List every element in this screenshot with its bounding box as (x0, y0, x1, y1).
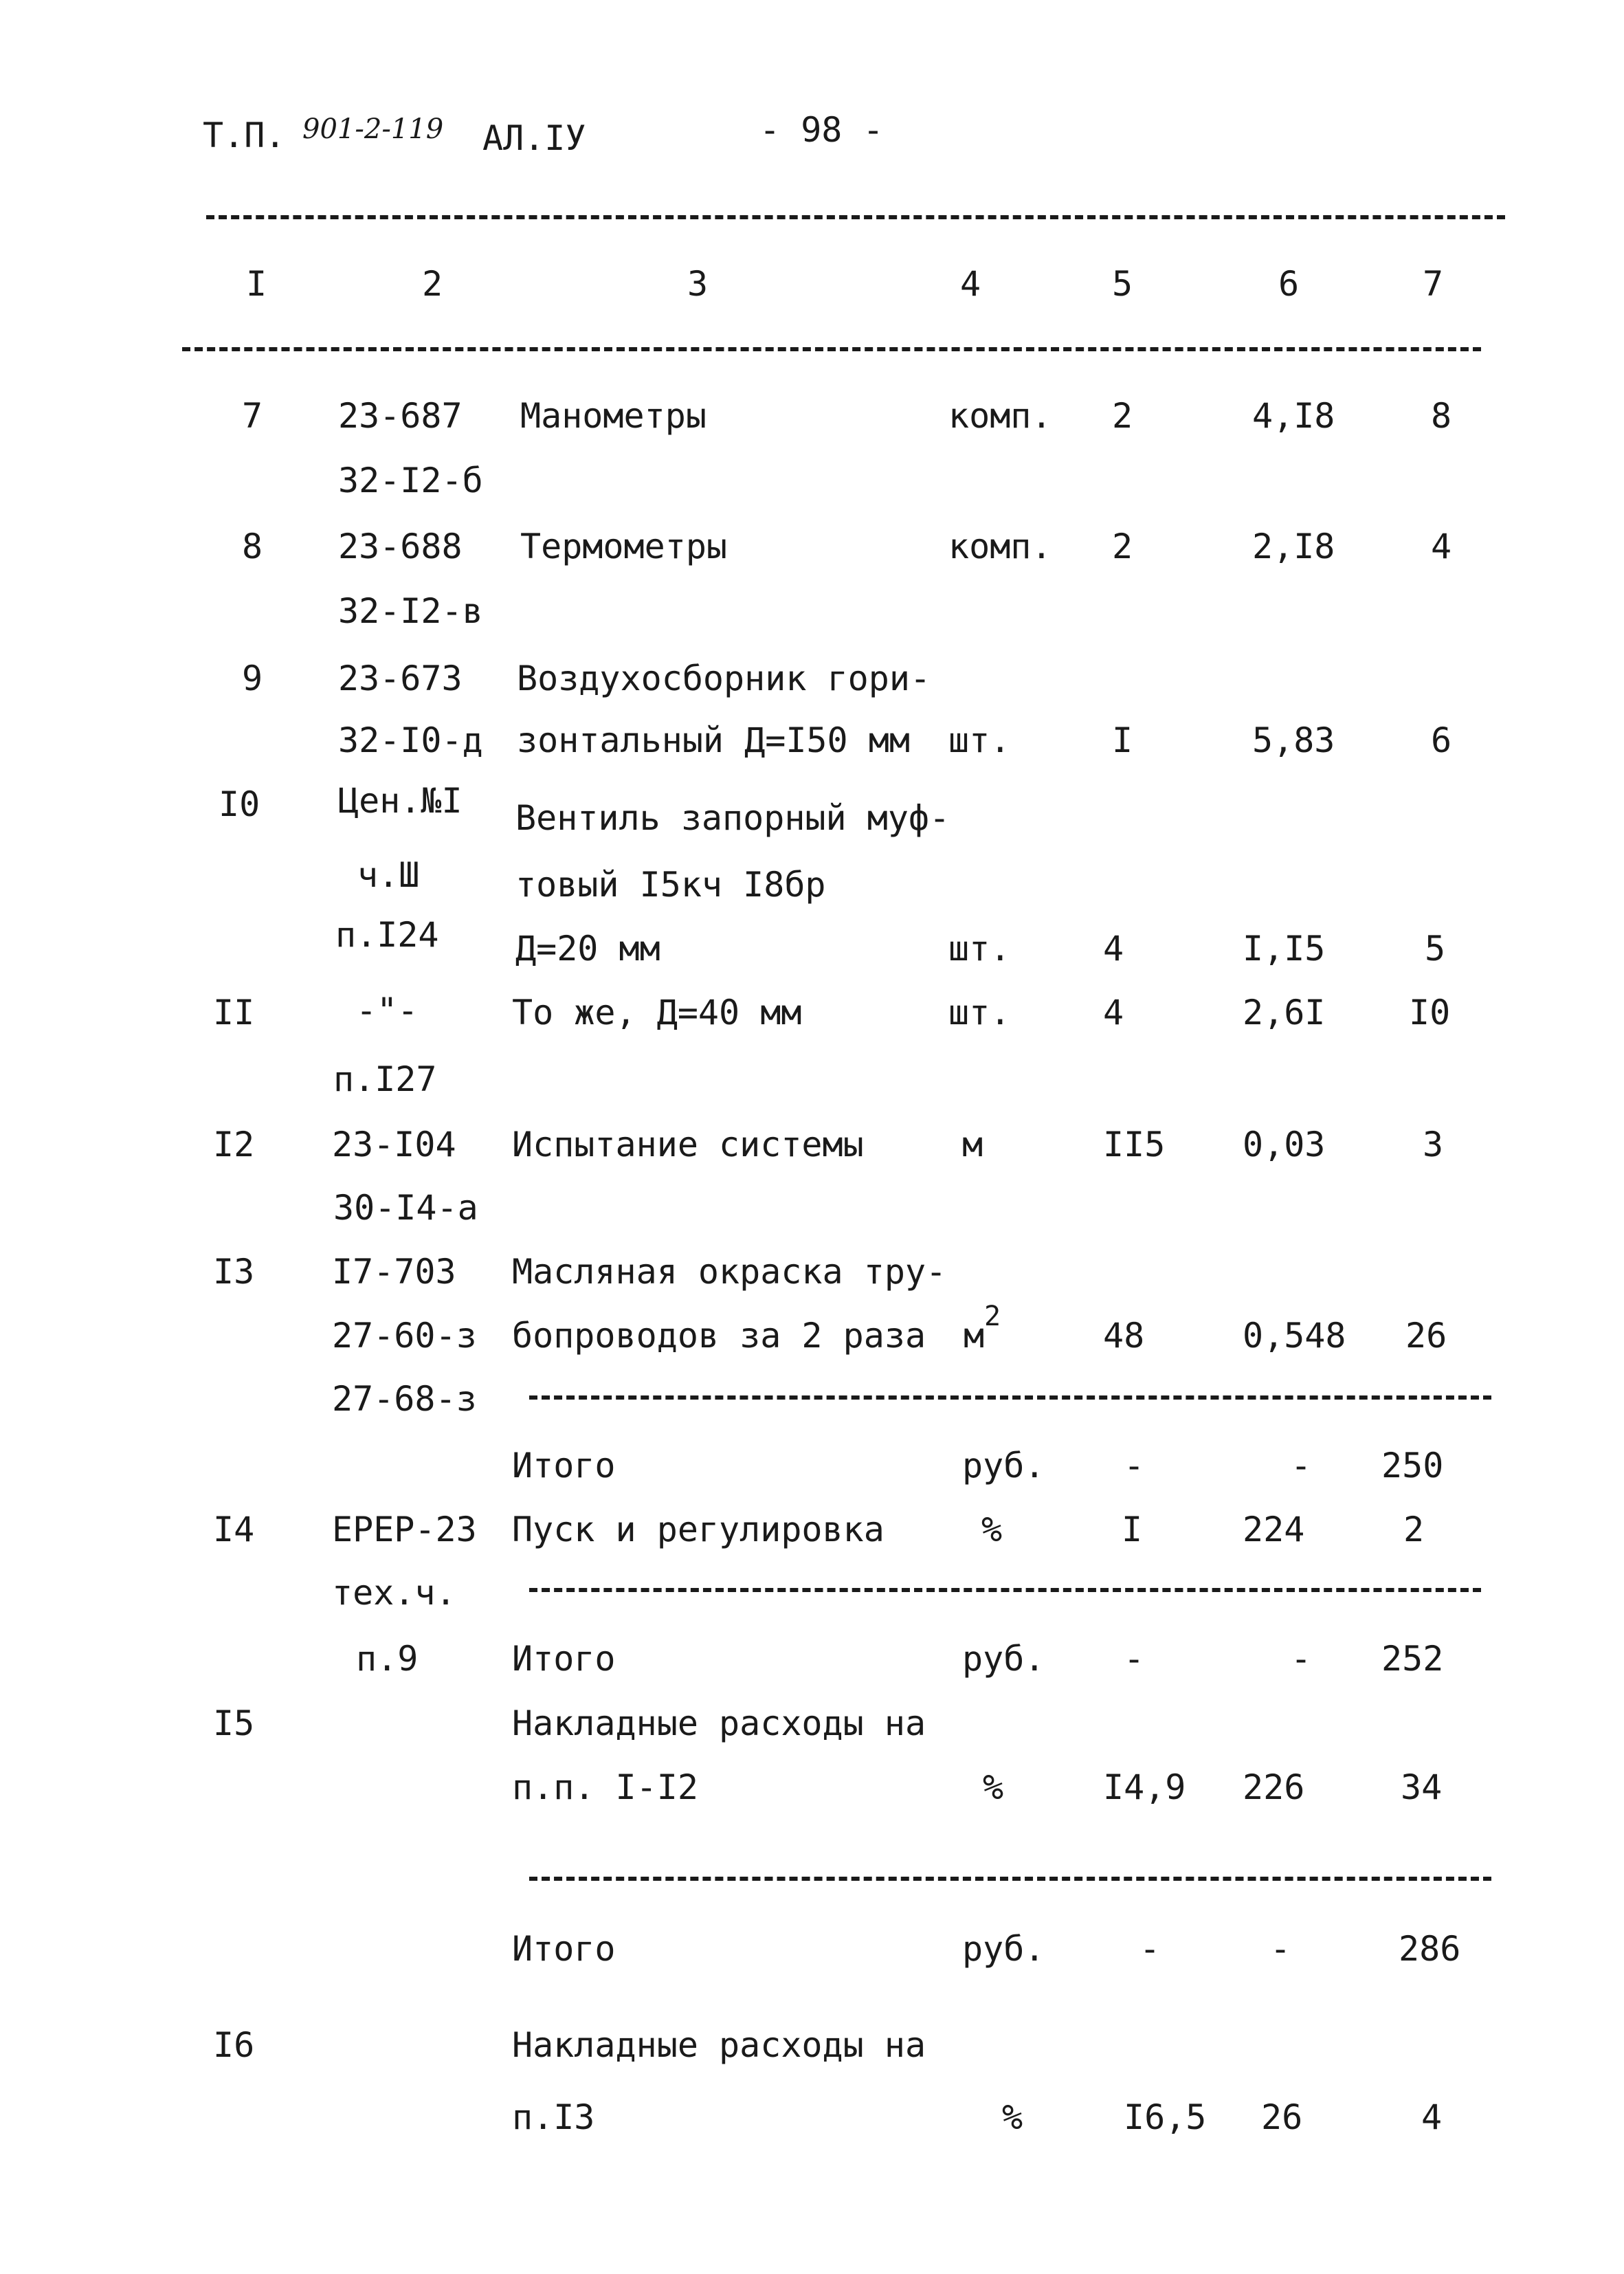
col-header-6: 6 (1278, 264, 1300, 304)
cell-code: 30-I4-а (333, 1188, 478, 1228)
col-header-2: 2 (422, 264, 443, 304)
cell-unit: шт. (948, 929, 1011, 969)
cell-price: - (1291, 1639, 1312, 1679)
cell-code: I7-703 (332, 1252, 456, 1292)
cell-unit: % (983, 1767, 1004, 1807)
cell-price: - (1291, 1446, 1312, 1486)
cell-qty: I4,9 (1103, 1767, 1186, 1807)
cell-unit: м (964, 1316, 985, 1356)
col-header-3: 3 (687, 264, 709, 304)
cell-name: Д=20 мм (515, 929, 660, 969)
cell-price: 5,83 (1252, 720, 1335, 760)
cell-unit: руб. (962, 1639, 1045, 1679)
cell-name: Манометры (520, 396, 707, 436)
cell-qty: 2 (1112, 396, 1133, 436)
cell-name: п.I3 (512, 2097, 595, 2137)
cell-code: п.I27 (333, 1059, 437, 1099)
page-number: - 98 - (759, 110, 884, 150)
cell-code: 23-688 (338, 527, 463, 566)
doc-code-suffix: АЛ.IУ (482, 118, 586, 158)
cell-total: 250 (1381, 1446, 1444, 1486)
cell-unit: комп. (948, 396, 1052, 436)
cell-total: 2 (1403, 1510, 1425, 1549)
cell-total: 34 (1401, 1767, 1443, 1807)
cell-name: Накладные расходы на (512, 2025, 926, 2065)
cell-name: Термометры (520, 527, 728, 566)
cell-total: 252 (1381, 1639, 1444, 1679)
cell-no: 7 (242, 396, 263, 436)
cell-total: 5 (1425, 929, 1446, 969)
cell-qty: I6,5 (1124, 2097, 1207, 2137)
rule-subtotal-1 (529, 1395, 1491, 1400)
cell-unit: шт. (948, 720, 1011, 760)
cell-total: I0 (1409, 993, 1451, 1033)
cell-price: 2,I8 (1252, 527, 1335, 566)
cell-no: I3 (213, 1252, 255, 1292)
cell-price: - (1270, 1929, 1291, 1969)
cell-total: 3 (1423, 1125, 1444, 1164)
cell-price: 226 (1243, 1767, 1305, 1807)
cell-name: Итого (512, 1639, 616, 1679)
cell-no: I5 (213, 1703, 255, 1743)
cell-price: 2,6I (1243, 993, 1326, 1033)
cell-unit: комп. (948, 527, 1052, 566)
col-header-4: 4 (960, 264, 981, 304)
cell-total: 26 (1405, 1316, 1447, 1356)
cell-name: Итого (512, 1446, 616, 1486)
cell-price: 26 (1261, 2097, 1303, 2137)
rule-header-bottom (182, 347, 1481, 351)
rule-top (206, 215, 1505, 219)
cell-code: ч.Ш (357, 855, 420, 895)
cell-code: 23-687 (338, 396, 463, 436)
cell-unit: % (981, 1510, 1003, 1549)
doc-code-prefix: Т.П. (203, 115, 286, 155)
cell-code: п.9 (356, 1639, 419, 1679)
cell-qty: I (1122, 1510, 1143, 1549)
cell-name: Итого (512, 1929, 616, 1969)
cell-unit-superscript: 2 (984, 1301, 1001, 1332)
cell-name: Испытание системы (512, 1125, 864, 1164)
cell-code: Цен.№I (338, 781, 463, 821)
cell-no: 9 (242, 659, 263, 698)
cell-name: Пуск и регулировка (512, 1510, 885, 1549)
cell-code: 23-673 (338, 659, 463, 698)
cell-unit: % (1002, 2097, 1023, 2137)
cell-total: 8 (1431, 396, 1452, 436)
cell-price: 0,03 (1243, 1125, 1326, 1164)
cell-no: II (213, 993, 255, 1033)
cell-qty: - (1124, 1446, 1145, 1486)
doc-code-handwritten: 901-2-119 (302, 113, 444, 145)
rule-subtotal-2 (529, 1588, 1481, 1592)
cell-qty: 2 (1112, 527, 1133, 566)
cell-name: зонтальный Д=I50 мм (517, 720, 910, 760)
cell-code: 23-I04 (332, 1125, 456, 1164)
cell-qty: - (1139, 1929, 1161, 1969)
cell-total: 286 (1399, 1929, 1461, 1969)
cell-name: п.п. I-I2 (512, 1767, 698, 1807)
col-header-1: I (246, 264, 267, 304)
cell-code: 32-I0-д (338, 720, 483, 760)
cell-code: тех.ч. (332, 1573, 456, 1613)
cell-code: п.I24 (335, 915, 439, 955)
cell-code: -"- (356, 991, 419, 1030)
cell-name: товый I5кч I8бр (515, 865, 826, 905)
cell-name: Накладные расходы на (512, 1703, 926, 1743)
cell-qty: 4 (1103, 993, 1124, 1033)
cell-code: 27-68-з (332, 1379, 477, 1419)
cell-code: 32-I2-б (338, 461, 483, 500)
cell-name: То же, Д=40 мм (512, 993, 802, 1033)
cell-qty: II5 (1103, 1125, 1166, 1164)
cell-price: 4,I8 (1252, 396, 1335, 436)
cell-name: бопроводов за 2 раза (512, 1316, 926, 1356)
col-header-7: 7 (1423, 264, 1444, 304)
cell-code: 32-I2-в (338, 591, 483, 631)
cell-no: I6 (213, 2025, 255, 2065)
cell-code: 27-60-з (332, 1316, 477, 1356)
cell-no: I2 (213, 1125, 255, 1164)
rule-subtotal-3 (529, 1877, 1491, 1881)
cell-total: 6 (1431, 720, 1452, 760)
cell-unit: руб. (962, 1446, 1045, 1486)
cell-no: I0 (219, 784, 260, 824)
cell-total: 4 (1421, 2097, 1443, 2137)
col-header-5: 5 (1112, 264, 1133, 304)
cell-unit: шт. (948, 993, 1011, 1033)
cell-price: 0,548 (1243, 1316, 1346, 1356)
cell-no: 8 (242, 527, 263, 566)
cell-qty: I (1112, 720, 1133, 760)
cell-qty: 4 (1103, 929, 1124, 969)
cell-unit: м (962, 1125, 983, 1164)
cell-code: ЕРЕР-23 (332, 1510, 477, 1549)
cell-name: Воздухосборник гори- (517, 659, 931, 698)
cell-qty: - (1124, 1639, 1145, 1679)
cell-name: Вентиль запорный муф- (515, 798, 950, 838)
cell-unit: руб. (962, 1929, 1045, 1969)
cell-name: Масляная окраска тру- (512, 1252, 947, 1292)
cell-price: 224 (1243, 1510, 1305, 1549)
cell-qty: 48 (1103, 1316, 1145, 1356)
cell-total: 4 (1431, 527, 1452, 566)
cell-price: I,I5 (1243, 929, 1326, 969)
cell-no: I4 (213, 1510, 255, 1549)
